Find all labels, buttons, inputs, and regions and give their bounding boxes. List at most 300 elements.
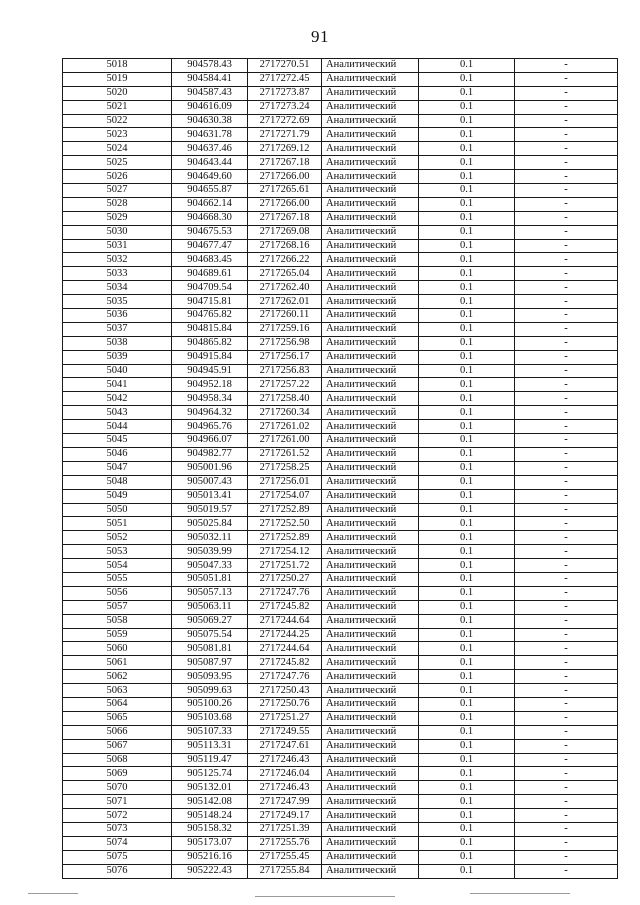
x-coordinate-cell: 905103.68 bbox=[172, 711, 248, 725]
point-number-cell: 5060 bbox=[63, 642, 172, 656]
note-cell: - bbox=[515, 86, 618, 100]
accuracy-cell: 0.1 bbox=[419, 267, 515, 281]
y-coordinate-cell: 2717256.17 bbox=[248, 350, 322, 364]
x-coordinate-cell: 904952.18 bbox=[172, 378, 248, 392]
note-cell: - bbox=[515, 295, 618, 309]
y-coordinate-cell: 2717256.01 bbox=[248, 475, 322, 489]
accuracy-cell: 0.1 bbox=[419, 128, 515, 142]
point-number-cell: 5045 bbox=[63, 434, 172, 448]
point-number-cell: 5018 bbox=[63, 59, 172, 73]
y-coordinate-cell: 2717262.01 bbox=[248, 295, 322, 309]
y-coordinate-cell: 2717269.08 bbox=[248, 225, 322, 239]
note-cell: - bbox=[515, 684, 618, 698]
x-coordinate-cell: 904616.09 bbox=[172, 100, 248, 114]
method-cell: Аналитический bbox=[322, 656, 419, 670]
method-cell: Аналитический bbox=[322, 753, 419, 767]
method-cell: Аналитический bbox=[322, 142, 419, 156]
point-number-cell: 5076 bbox=[63, 864, 172, 878]
table-row bbox=[63, 392, 618, 406]
note-cell: - bbox=[515, 517, 618, 531]
method-cell: Аналитический bbox=[322, 406, 419, 420]
x-coordinate-cell: 904649.60 bbox=[172, 170, 248, 184]
method-cell: Аналитический bbox=[322, 711, 419, 725]
note-cell: - bbox=[515, 795, 618, 809]
y-coordinate-cell: 2717265.04 bbox=[248, 267, 322, 281]
y-coordinate-cell: 2717247.76 bbox=[248, 670, 322, 684]
x-coordinate-cell: 905019.57 bbox=[172, 503, 248, 517]
note-cell: - bbox=[515, 309, 618, 323]
x-coordinate-cell: 905099.63 bbox=[172, 684, 248, 698]
point-number-cell: 5020 bbox=[63, 86, 172, 100]
point-number-cell: 5061 bbox=[63, 656, 172, 670]
note-cell: - bbox=[515, 253, 618, 267]
table-row bbox=[63, 767, 618, 781]
accuracy-cell: 0.1 bbox=[419, 86, 515, 100]
point-number-cell: 5067 bbox=[63, 739, 172, 753]
y-coordinate-cell: 2717262.40 bbox=[248, 281, 322, 295]
method-cell: Аналитический bbox=[322, 864, 419, 878]
x-coordinate-cell: 904630.38 bbox=[172, 114, 248, 128]
table-row bbox=[63, 142, 618, 156]
x-coordinate-cell: 905107.33 bbox=[172, 725, 248, 739]
point-number-cell: 5047 bbox=[63, 461, 172, 475]
point-number-cell: 5028 bbox=[63, 197, 172, 211]
y-coordinate-cell: 2717260.11 bbox=[248, 309, 322, 323]
method-cell: Аналитический bbox=[322, 614, 419, 628]
note-cell: - bbox=[515, 59, 618, 73]
point-number-cell: 5041 bbox=[63, 378, 172, 392]
table-row bbox=[63, 253, 618, 267]
table-row bbox=[63, 600, 618, 614]
note-cell: - bbox=[515, 392, 618, 406]
accuracy-cell: 0.1 bbox=[419, 211, 515, 225]
point-number-cell: 5056 bbox=[63, 586, 172, 600]
method-cell: Аналитический bbox=[322, 461, 419, 475]
table-row bbox=[63, 420, 618, 434]
x-coordinate-cell: 905125.74 bbox=[172, 767, 248, 781]
y-coordinate-cell: 2717273.24 bbox=[248, 100, 322, 114]
x-coordinate-cell: 904578.43 bbox=[172, 59, 248, 73]
y-coordinate-cell: 2717249.55 bbox=[248, 725, 322, 739]
point-number-cell: 5073 bbox=[63, 822, 172, 836]
y-coordinate-cell: 2717254.07 bbox=[248, 489, 322, 503]
point-number-cell: 5030 bbox=[63, 225, 172, 239]
y-coordinate-cell: 2717245.82 bbox=[248, 600, 322, 614]
accuracy-cell: 0.1 bbox=[419, 156, 515, 170]
y-coordinate-cell: 2717273.87 bbox=[248, 86, 322, 100]
accuracy-cell: 0.1 bbox=[419, 822, 515, 836]
accuracy-cell: 0.1 bbox=[419, 753, 515, 767]
method-cell: Аналитический bbox=[322, 850, 419, 864]
accuracy-cell: 0.1 bbox=[419, 489, 515, 503]
method-cell: Аналитический bbox=[322, 350, 419, 364]
method-cell: Аналитический bbox=[322, 434, 419, 448]
point-number-cell: 5023 bbox=[63, 128, 172, 142]
method-cell: Аналитический bbox=[322, 503, 419, 517]
note-cell: - bbox=[515, 656, 618, 670]
table-row bbox=[63, 211, 618, 225]
point-number-cell: 5022 bbox=[63, 114, 172, 128]
point-number-cell: 5049 bbox=[63, 489, 172, 503]
table-row bbox=[63, 795, 618, 809]
y-coordinate-cell: 2717244.64 bbox=[248, 642, 322, 656]
table-row bbox=[63, 545, 618, 559]
point-number-cell: 5024 bbox=[63, 142, 172, 156]
table-row bbox=[63, 850, 618, 864]
table-row bbox=[63, 128, 618, 142]
table-row bbox=[63, 225, 618, 239]
y-coordinate-cell: 2717266.22 bbox=[248, 253, 322, 267]
method-cell: Аналитический bbox=[322, 170, 419, 184]
method-cell: Аналитический bbox=[322, 725, 419, 739]
y-coordinate-cell: 2717250.43 bbox=[248, 684, 322, 698]
x-coordinate-cell: 904683.45 bbox=[172, 253, 248, 267]
x-coordinate-cell: 904964.32 bbox=[172, 406, 248, 420]
note-cell: - bbox=[515, 378, 618, 392]
table-row bbox=[63, 475, 618, 489]
method-cell: Аналитический bbox=[322, 336, 419, 350]
accuracy-cell: 0.1 bbox=[419, 420, 515, 434]
x-coordinate-cell: 904631.78 bbox=[172, 128, 248, 142]
y-coordinate-cell: 2717261.52 bbox=[248, 447, 322, 461]
point-number-cell: 5062 bbox=[63, 670, 172, 684]
accuracy-cell: 0.1 bbox=[419, 864, 515, 878]
table-row bbox=[63, 614, 618, 628]
method-cell: Аналитический bbox=[322, 809, 419, 823]
method-cell: Аналитический bbox=[322, 642, 419, 656]
x-coordinate-cell: 904958.34 bbox=[172, 392, 248, 406]
accuracy-cell: 0.1 bbox=[419, 114, 515, 128]
note-cell: - bbox=[515, 114, 618, 128]
coordinates-table bbox=[62, 58, 618, 879]
x-coordinate-cell: 904865.82 bbox=[172, 336, 248, 350]
accuracy-cell: 0.1 bbox=[419, 559, 515, 573]
y-coordinate-cell: 2717247.61 bbox=[248, 739, 322, 753]
accuracy-cell: 0.1 bbox=[419, 739, 515, 753]
table-row bbox=[63, 642, 618, 656]
accuracy-cell: 0.1 bbox=[419, 642, 515, 656]
accuracy-cell: 0.1 bbox=[419, 392, 515, 406]
method-cell: Аналитический bbox=[322, 322, 419, 336]
method-cell: Аналитический bbox=[322, 586, 419, 600]
note-cell: - bbox=[515, 628, 618, 642]
method-cell: Аналитический bbox=[322, 475, 419, 489]
point-number-cell: 5064 bbox=[63, 697, 172, 711]
accuracy-cell: 0.1 bbox=[419, 281, 515, 295]
note-cell: - bbox=[515, 822, 618, 836]
method-cell: Аналитический bbox=[322, 559, 419, 573]
point-number-cell: 5019 bbox=[63, 72, 172, 86]
table-row bbox=[63, 184, 618, 198]
y-coordinate-cell: 2717255.84 bbox=[248, 864, 322, 878]
note-cell: - bbox=[515, 322, 618, 336]
table-row bbox=[63, 197, 618, 211]
y-coordinate-cell: 2717246.43 bbox=[248, 781, 322, 795]
method-cell: Аналитический bbox=[322, 86, 419, 100]
method-cell: Аналитический bbox=[322, 489, 419, 503]
y-coordinate-cell: 2717255.45 bbox=[248, 850, 322, 864]
y-coordinate-cell: 2717256.98 bbox=[248, 336, 322, 350]
x-coordinate-cell: 904668.30 bbox=[172, 211, 248, 225]
y-coordinate-cell: 2717251.72 bbox=[248, 559, 322, 573]
table-row bbox=[63, 350, 618, 364]
accuracy-cell: 0.1 bbox=[419, 100, 515, 114]
scan-artifact-center bbox=[255, 896, 395, 897]
method-cell: Аналитический bbox=[322, 156, 419, 170]
y-coordinate-cell: 2717245.82 bbox=[248, 656, 322, 670]
method-cell: Аналитический bbox=[322, 267, 419, 281]
x-coordinate-cell: 905051.81 bbox=[172, 572, 248, 586]
point-number-cell: 5025 bbox=[63, 156, 172, 170]
point-number-cell: 5051 bbox=[63, 517, 172, 531]
note-cell: - bbox=[515, 503, 618, 517]
y-coordinate-cell: 2717260.34 bbox=[248, 406, 322, 420]
accuracy-cell: 0.1 bbox=[419, 781, 515, 795]
y-coordinate-cell: 2717246.04 bbox=[248, 767, 322, 781]
accuracy-cell: 0.1 bbox=[419, 586, 515, 600]
method-cell: Аналитический bbox=[322, 392, 419, 406]
note-cell: - bbox=[515, 572, 618, 586]
y-coordinate-cell: 2717247.99 bbox=[248, 795, 322, 809]
table-row bbox=[63, 447, 618, 461]
y-coordinate-cell: 2717254.12 bbox=[248, 545, 322, 559]
accuracy-cell: 0.1 bbox=[419, 531, 515, 545]
point-number-cell: 5042 bbox=[63, 392, 172, 406]
y-coordinate-cell: 2717252.89 bbox=[248, 531, 322, 545]
accuracy-cell: 0.1 bbox=[419, 336, 515, 350]
y-coordinate-cell: 2717261.00 bbox=[248, 434, 322, 448]
table-row bbox=[63, 517, 618, 531]
note-cell: - bbox=[515, 211, 618, 225]
table-row bbox=[63, 656, 618, 670]
x-coordinate-cell: 904689.61 bbox=[172, 267, 248, 281]
note-cell: - bbox=[515, 697, 618, 711]
x-coordinate-cell: 905039.99 bbox=[172, 545, 248, 559]
method-cell: Аналитический bbox=[322, 184, 419, 198]
x-coordinate-cell: 904982.77 bbox=[172, 447, 248, 461]
method-cell: Аналитический bbox=[322, 364, 419, 378]
x-coordinate-cell: 904677.47 bbox=[172, 239, 248, 253]
point-number-cell: 5026 bbox=[63, 170, 172, 184]
accuracy-cell: 0.1 bbox=[419, 142, 515, 156]
table-row bbox=[63, 114, 618, 128]
method-cell: Аналитический bbox=[322, 281, 419, 295]
method-cell: Аналитический bbox=[322, 128, 419, 142]
method-cell: Аналитический bbox=[322, 447, 419, 461]
point-number-cell: 5046 bbox=[63, 447, 172, 461]
x-coordinate-cell: 904655.87 bbox=[172, 184, 248, 198]
point-number-cell: 5055 bbox=[63, 572, 172, 586]
y-coordinate-cell: 2717269.12 bbox=[248, 142, 322, 156]
point-number-cell: 5069 bbox=[63, 767, 172, 781]
table-row bbox=[63, 72, 618, 86]
accuracy-cell: 0.1 bbox=[419, 767, 515, 781]
accuracy-cell: 0.1 bbox=[419, 170, 515, 184]
note-cell: - bbox=[515, 239, 618, 253]
y-coordinate-cell: 2717250.76 bbox=[248, 697, 322, 711]
point-number-cell: 5036 bbox=[63, 309, 172, 323]
x-coordinate-cell: 904709.54 bbox=[172, 281, 248, 295]
method-cell: Аналитический bbox=[322, 420, 419, 434]
point-number-cell: 5072 bbox=[63, 809, 172, 823]
note-cell: - bbox=[515, 267, 618, 281]
point-number-cell: 5031 bbox=[63, 239, 172, 253]
method-cell: Аналитический bbox=[322, 211, 419, 225]
accuracy-cell: 0.1 bbox=[419, 836, 515, 850]
method-cell: Аналитический bbox=[322, 225, 419, 239]
y-coordinate-cell: 2717261.02 bbox=[248, 420, 322, 434]
table-row bbox=[63, 836, 618, 850]
method-cell: Аналитический bbox=[322, 781, 419, 795]
note-cell: - bbox=[515, 336, 618, 350]
table-row bbox=[63, 378, 618, 392]
accuracy-cell: 0.1 bbox=[419, 503, 515, 517]
x-coordinate-cell: 905007.43 bbox=[172, 475, 248, 489]
method-cell: Аналитический bbox=[322, 572, 419, 586]
accuracy-cell: 0.1 bbox=[419, 239, 515, 253]
x-coordinate-cell: 904643.44 bbox=[172, 156, 248, 170]
note-cell: - bbox=[515, 545, 618, 559]
y-coordinate-cell: 2717265.61 bbox=[248, 184, 322, 198]
y-coordinate-cell: 2717250.27 bbox=[248, 572, 322, 586]
x-coordinate-cell: 905222.43 bbox=[172, 864, 248, 878]
accuracy-cell: 0.1 bbox=[419, 545, 515, 559]
point-number-cell: 5038 bbox=[63, 336, 172, 350]
note-cell: - bbox=[515, 434, 618, 448]
table-row bbox=[63, 309, 618, 323]
method-cell: Аналитический bbox=[322, 545, 419, 559]
point-number-cell: 5068 bbox=[63, 753, 172, 767]
note-cell: - bbox=[515, 711, 618, 725]
table-row bbox=[63, 711, 618, 725]
x-coordinate-cell: 905013.41 bbox=[172, 489, 248, 503]
table-row bbox=[63, 781, 618, 795]
x-coordinate-cell: 905057.13 bbox=[172, 586, 248, 600]
x-coordinate-cell: 904915.84 bbox=[172, 350, 248, 364]
y-coordinate-cell: 2717256.83 bbox=[248, 364, 322, 378]
x-coordinate-cell: 905142.08 bbox=[172, 795, 248, 809]
method-cell: Аналитический bbox=[322, 239, 419, 253]
point-number-cell: 5034 bbox=[63, 281, 172, 295]
point-number-cell: 5058 bbox=[63, 614, 172, 628]
table-row bbox=[63, 100, 618, 114]
note-cell: - bbox=[515, 767, 618, 781]
x-coordinate-cell: 904945.91 bbox=[172, 364, 248, 378]
y-coordinate-cell: 2717244.64 bbox=[248, 614, 322, 628]
accuracy-cell: 0.1 bbox=[419, 378, 515, 392]
accuracy-cell: 0.1 bbox=[419, 461, 515, 475]
y-coordinate-cell: 2717247.76 bbox=[248, 586, 322, 600]
note-cell: - bbox=[515, 559, 618, 573]
method-cell: Аналитический bbox=[322, 697, 419, 711]
note-cell: - bbox=[515, 142, 618, 156]
y-coordinate-cell: 2717267.18 bbox=[248, 211, 322, 225]
x-coordinate-cell: 905081.81 bbox=[172, 642, 248, 656]
method-cell: Аналитический bbox=[322, 684, 419, 698]
table-row bbox=[63, 461, 618, 475]
point-number-cell: 5066 bbox=[63, 725, 172, 739]
point-number-cell: 5048 bbox=[63, 475, 172, 489]
accuracy-cell: 0.1 bbox=[419, 614, 515, 628]
table-row bbox=[63, 322, 618, 336]
note-cell: - bbox=[515, 461, 618, 475]
table-row bbox=[63, 406, 618, 420]
note-cell: - bbox=[515, 642, 618, 656]
point-number-cell: 5071 bbox=[63, 795, 172, 809]
y-coordinate-cell: 2717272.69 bbox=[248, 114, 322, 128]
y-coordinate-cell: 2717266.00 bbox=[248, 170, 322, 184]
x-coordinate-cell: 904815.84 bbox=[172, 322, 248, 336]
note-cell: - bbox=[515, 128, 618, 142]
x-coordinate-cell: 905216.16 bbox=[172, 850, 248, 864]
y-coordinate-cell: 2717271.79 bbox=[248, 128, 322, 142]
y-coordinate-cell: 2717252.89 bbox=[248, 503, 322, 517]
note-cell: - bbox=[515, 739, 618, 753]
table-row bbox=[63, 670, 618, 684]
accuracy-cell: 0.1 bbox=[419, 697, 515, 711]
y-coordinate-cell: 2717257.22 bbox=[248, 378, 322, 392]
method-cell: Аналитический bbox=[322, 628, 419, 642]
accuracy-cell: 0.1 bbox=[419, 600, 515, 614]
x-coordinate-cell: 905075.54 bbox=[172, 628, 248, 642]
note-cell: - bbox=[515, 614, 618, 628]
scan-artifact-right bbox=[470, 893, 570, 894]
point-number-cell: 5074 bbox=[63, 836, 172, 850]
note-cell: - bbox=[515, 781, 618, 795]
x-coordinate-cell: 905069.27 bbox=[172, 614, 248, 628]
method-cell: Аналитический bbox=[322, 767, 419, 781]
x-coordinate-cell: 905001.96 bbox=[172, 461, 248, 475]
x-coordinate-cell: 904965.76 bbox=[172, 420, 248, 434]
method-cell: Аналитический bbox=[322, 600, 419, 614]
note-cell: - bbox=[515, 100, 618, 114]
accuracy-cell: 0.1 bbox=[419, 628, 515, 642]
accuracy-cell: 0.1 bbox=[419, 711, 515, 725]
point-number-cell: 5057 bbox=[63, 600, 172, 614]
table-row bbox=[63, 739, 618, 753]
table-row bbox=[63, 239, 618, 253]
y-coordinate-cell: 2717259.16 bbox=[248, 322, 322, 336]
table-row bbox=[63, 628, 618, 642]
note-cell: - bbox=[515, 725, 618, 739]
table-row bbox=[63, 864, 618, 878]
x-coordinate-cell: 905148.24 bbox=[172, 809, 248, 823]
method-cell: Аналитический bbox=[322, 197, 419, 211]
x-coordinate-cell: 905132.01 bbox=[172, 781, 248, 795]
method-cell: Аналитический bbox=[322, 59, 419, 73]
x-coordinate-cell: 904637.46 bbox=[172, 142, 248, 156]
table-row bbox=[63, 364, 618, 378]
method-cell: Аналитический bbox=[322, 114, 419, 128]
method-cell: Аналитический bbox=[322, 517, 419, 531]
note-cell: - bbox=[515, 475, 618, 489]
note-cell: - bbox=[515, 531, 618, 545]
point-number-cell: 5052 bbox=[63, 531, 172, 545]
x-coordinate-cell: 904675.53 bbox=[172, 225, 248, 239]
table-row bbox=[63, 559, 618, 573]
method-cell: Аналитический bbox=[322, 739, 419, 753]
y-coordinate-cell: 2717244.25 bbox=[248, 628, 322, 642]
x-coordinate-cell: 904765.82 bbox=[172, 309, 248, 323]
note-cell: - bbox=[515, 447, 618, 461]
accuracy-cell: 0.1 bbox=[419, 684, 515, 698]
x-coordinate-cell: 905100.26 bbox=[172, 697, 248, 711]
table-row bbox=[63, 586, 618, 600]
note-cell: - bbox=[515, 836, 618, 850]
table-row bbox=[63, 170, 618, 184]
x-coordinate-cell: 904715.81 bbox=[172, 295, 248, 309]
x-coordinate-cell: 904584.41 bbox=[172, 72, 248, 86]
